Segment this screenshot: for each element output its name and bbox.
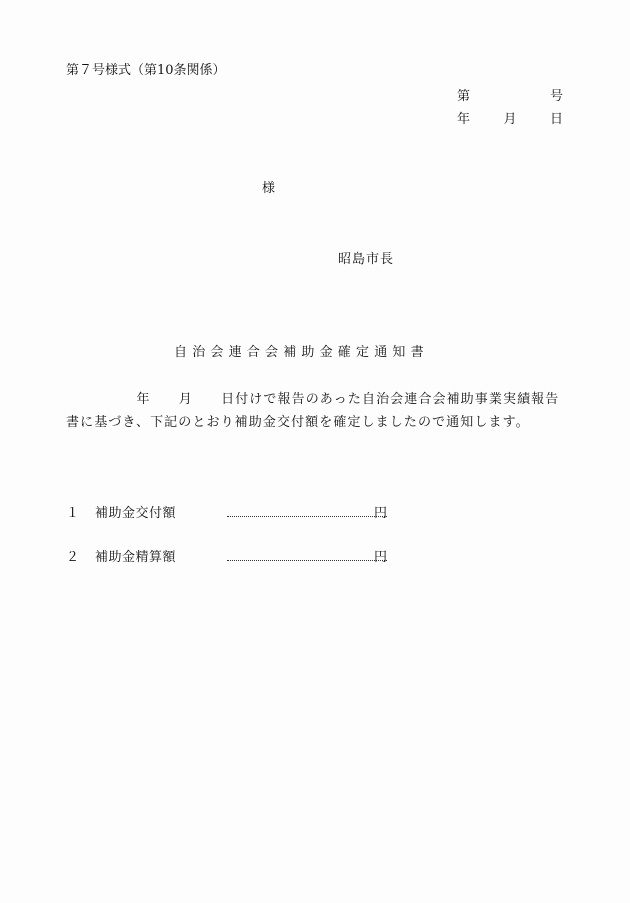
document-title: 自治会連合会補助金確定通知書: [174, 345, 429, 360]
amount-blank-line: [227, 516, 387, 517]
document-number-prefix: 第: [457, 89, 471, 104]
date-day-label: 日: [549, 112, 563, 127]
item-number: １: [66, 506, 80, 521]
item-label: 補助金精算額: [95, 550, 177, 565]
date-year-label: 年: [457, 112, 471, 127]
item-number: ２: [66, 550, 80, 565]
document-date-line: [457, 113, 563, 126]
date-month-label: 月: [503, 112, 517, 127]
sender-name: 昭島市長: [338, 252, 395, 267]
document-number-suffix: 号: [549, 89, 563, 104]
document-number-line: [457, 90, 563, 103]
body-paragraph: 年 月 日付けで報告のあった自治会連合会補助事業実績報告書に基づき、下記のとおり補助金交付額を確定しましたので通知します。: [66, 392, 560, 430]
recipient-honorific: 様: [262, 181, 276, 196]
currency-unit: 円: [374, 550, 388, 565]
item-label: 補助金交付額: [95, 506, 177, 521]
amount-blank-line: [227, 560, 387, 561]
form-number: 第７号様式（第10条関係）: [66, 63, 226, 78]
currency-unit: 円: [374, 506, 388, 521]
